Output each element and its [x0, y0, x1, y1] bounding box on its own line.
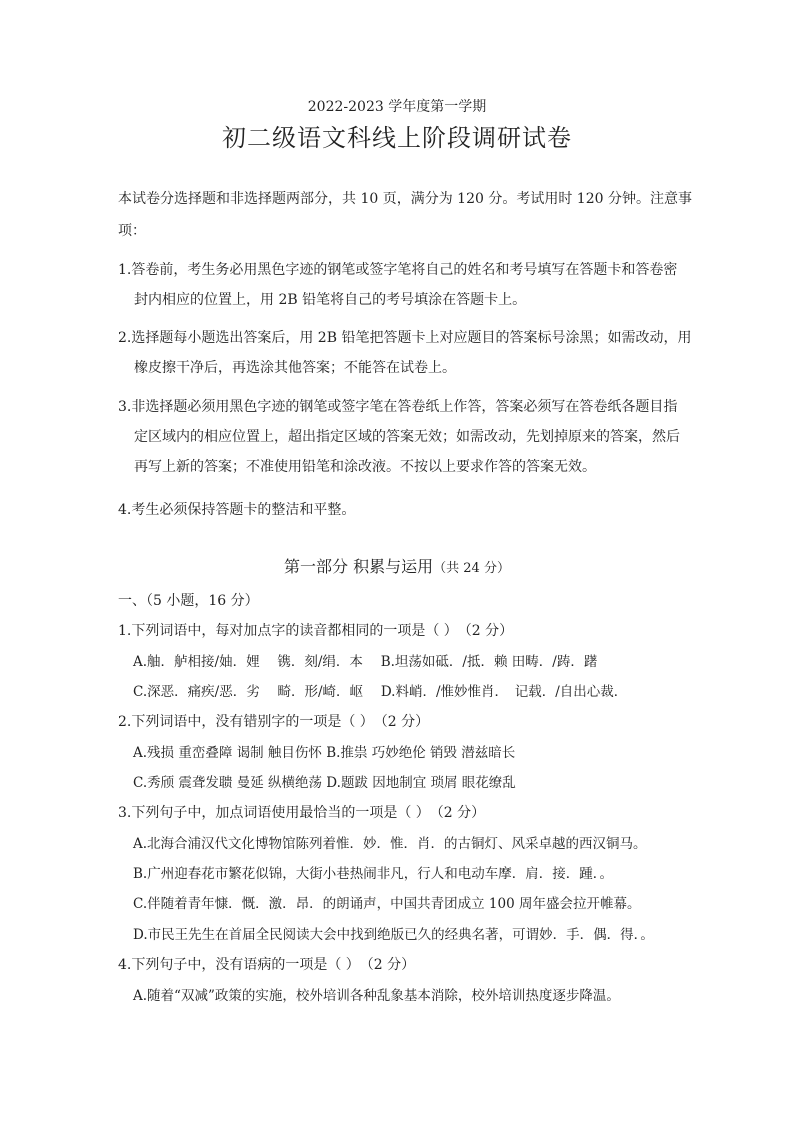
note-2-line-1: 2.选择题每小题选出答案后，用 2B 铅笔把答题卡上对应题目的答案标号涂黑；如需改动，用 — [118, 330, 692, 346]
question-3-option-d: D.市民王先生在首届全民阅读大会中找到绝版已久的经典名著，可谓妙．手．偶．得．。 — [133, 927, 654, 943]
note-4 — [118, 495, 698, 525]
question-3-option-b: B.广州迎春花市繁花似锦，大街小巷热闹非凡，行人和电动车摩．肩．接．踵．。 — [133, 866, 613, 882]
question-1-options-cd: C.深恶．痛疾/恶．劣 畸．形/崎．岖 D.料峭．/惟妙惟肖． 记载．/自出心裁． — [133, 684, 628, 700]
question-1-options-ab: A.舳．舻相接/妯．娌 镌．刻/绢．本 B.坦荡如砥．/抵．赖 田畴．/踌．躇 — [133, 654, 598, 670]
question-3: 3.下列句子中，加点词语使用最恰当的一项是（ ） （2 分） — [118, 805, 486, 821]
section-score: （共 24 分） — [433, 561, 510, 576]
question-3-option-c: C.伴随着青年慷．慨．激．昂．的朗诵声，中国共青团成立 100 周年盛会拉开帷幕。 — [133, 896, 641, 912]
note-1-line-1: 1.答卷前，考生务必用黑色字迹的钢笔或签字笔将自己的姓名和考号填写在答题卡和答卷密 — [118, 262, 678, 278]
note-1 — [118, 255, 698, 315]
question-3-option-a: A.北海合浦汉代文化博物馆陈列着惟．妙．惟．肖．的古铜灯、风采卓越的西汉铜马。 — [133, 836, 647, 852]
note-3 — [118, 392, 698, 482]
intro-paragraph: 本试卷分选择题和非选择题两部分，共 10 页，满分为 120 分。考试用时 120 分钟。注意事项： — [118, 191, 692, 239]
question-2: 2.下列词语中，没有错别字的一项是（ ） （2 分） — [118, 714, 430, 730]
note-3-line-2: 定区域内的相应位置上，超出指定区域的答案无效；如需改动，先划掉原来的答案，然后 — [134, 429, 680, 445]
note-2 — [118, 323, 698, 383]
question-2-options-ab: A.残损 重峦叠障 谒制 触目伤怀 B.推祟 巧妙绝伦 销毁 潜兹暗长 — [133, 745, 516, 761]
note-2-line-2: 橡皮擦干净后，再选涂其他答案；不能答在试卷上。 — [134, 360, 456, 376]
question-4: 4.下列句子中，没有语病的一项是（ ） （2 分） — [118, 957, 416, 973]
part-one-heading: 一、（5 小题，16 分） — [118, 593, 259, 609]
section-heading — [0, 558, 794, 578]
exam-title: 初二级语文科线上阶段调研试卷 — [222, 124, 572, 152]
section-title: 第一部分 积累与运用 — [284, 557, 434, 576]
question-1: 1.下列词语中，每对加点字的读音都相同的一项是（ ） （2 分） — [118, 623, 514, 639]
note-3-line-1: 3.非选择题必须用黑色字迹的钢笔或签字笔在答卷纸上作答，答案必须写在答卷纸各题目指 — [118, 399, 678, 415]
note-1-line-2: 封内相应的位置上，用 2B 铅笔将自己的考号填涂在答题卡上。 — [134, 292, 527, 308]
note-4-line-1: 4.考生必须保持答题卡的整洁和平整。 — [118, 502, 356, 518]
question-2-options-cd: C.秀颀 震聋发聩 曼延 纵横绝荡 D.题跋 因地制宜 琐屑 眼花缭乱 — [133, 775, 516, 791]
exam-subtitle: 2022-2023 学年度第一学期 — [307, 99, 487, 115]
question-4-option-a: A.随着“双减”政策的实施，校外培训各种乱象基本消除，校外培训热度逐步降温。 — [133, 988, 620, 1004]
note-3-line-3: 再写上新的答案；不准使用铅笔和涂改液。不按以上要求作答的答案无效。 — [134, 459, 596, 475]
